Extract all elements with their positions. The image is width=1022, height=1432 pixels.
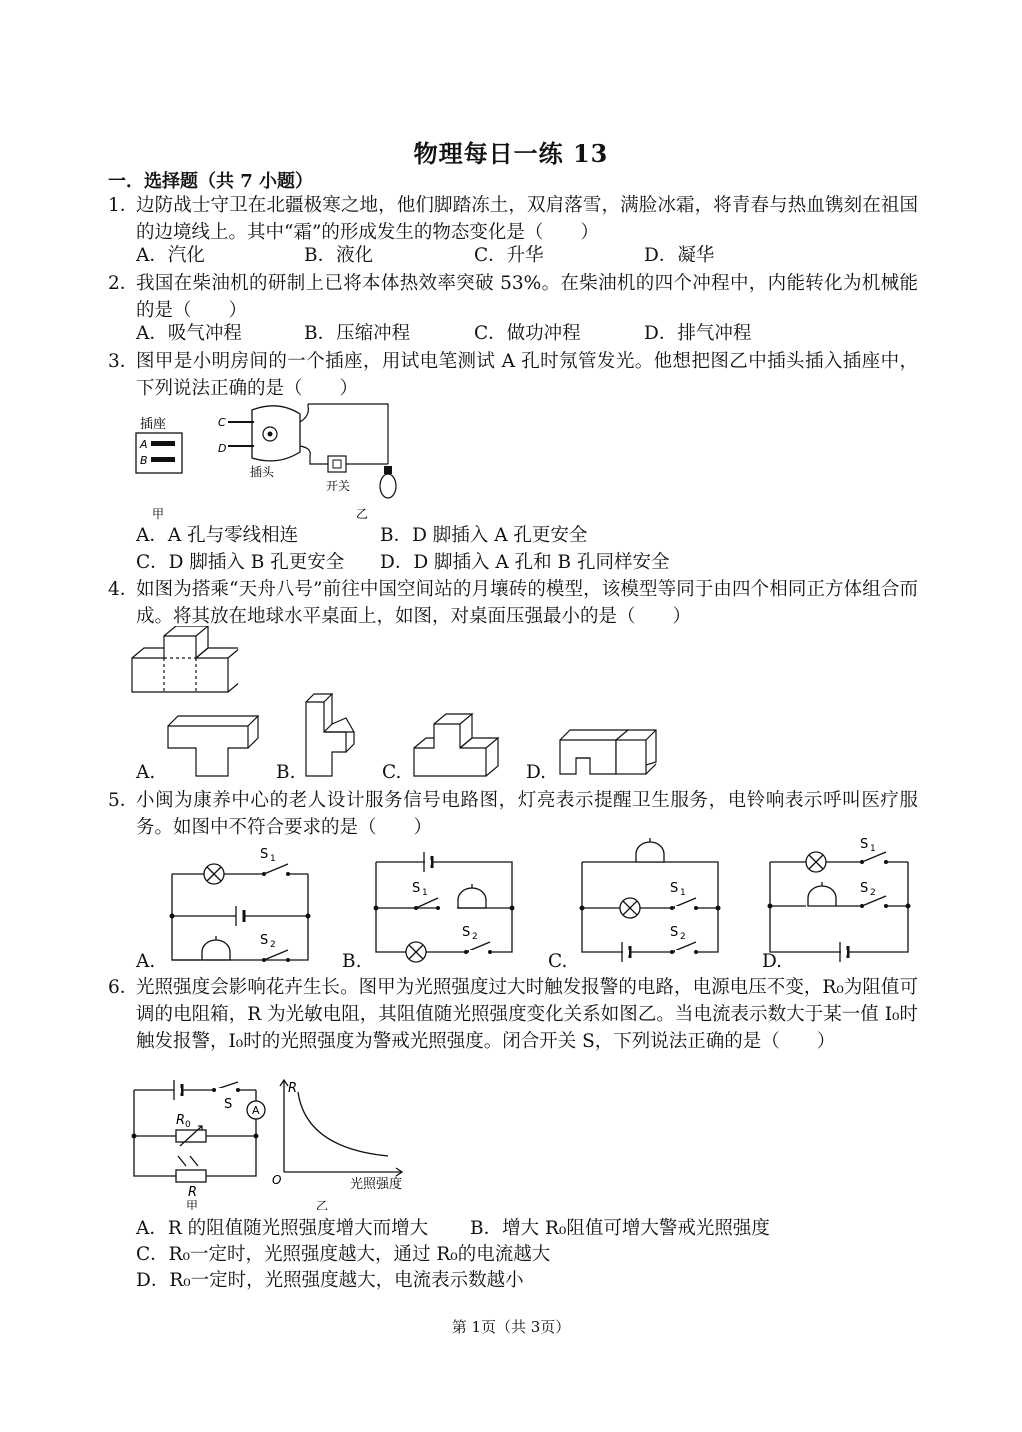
switch-contact: [212, 1088, 216, 1092]
graph-x-label: 光照强度: [350, 1177, 403, 1192]
option-c: C．升华: [474, 245, 544, 266]
shape-d-edge-2: [646, 730, 656, 740]
question-text: 小闽为康养中心的老人设计服务信号电路图，灯亮表示提醒卫生服务，电铃响表示呼叫医疗服务。如图中不符合要求的是（ ）: [136, 790, 918, 838]
shape-a-front: [168, 726, 248, 776]
circuit-b: [372, 846, 518, 964]
option-c: C．做功冲程: [474, 323, 581, 344]
switch-contact: [236, 1088, 240, 1092]
brick-top-middle: [164, 626, 208, 636]
switch-contact: [488, 950, 492, 954]
question-number: 1．: [108, 195, 139, 216]
switch-contact: [414, 906, 418, 910]
socket-hole-a-label: A: [140, 438, 148, 451]
bulb-base: [384, 466, 392, 474]
switch-contact: [262, 872, 266, 876]
moon-brick-model-figure: [130, 626, 238, 696]
switch-contact: [262, 958, 266, 962]
plug-pin-d-label: D: [218, 442, 227, 455]
switch-s2-label: S: [260, 933, 269, 948]
battery-gap: [425, 860, 431, 865]
question-number: 5．: [108, 790, 139, 811]
question-text: 我国在柴油机的研制上已将本体热效率突破 53%。在柴油机的四个冲程中，内能转化为机械能的是（ ）: [136, 273, 918, 321]
junction-dot: [306, 914, 311, 919]
switch-s1-label: S: [260, 847, 269, 862]
question-1: [108, 192, 918, 246]
option-c-shape: [412, 708, 512, 778]
switch-gap: [439, 906, 457, 911]
switch-contact: [884, 860, 888, 864]
question-number: 3．: [108, 351, 139, 372]
switch-s1-sub: 1: [422, 888, 428, 898]
question-4: [108, 576, 918, 630]
switch-contact: [436, 906, 440, 910]
shape-d-edge-3: [646, 764, 656, 774]
switch-box: [328, 456, 346, 472]
switch-contact: [670, 906, 674, 910]
bell-icon: [808, 886, 836, 906]
question-6: [108, 974, 918, 1055]
switch-gap: [469, 950, 489, 955]
plug-wire-1: [300, 404, 308, 422]
shape-c-top-1: [414, 738, 434, 748]
battery-gap: [841, 950, 847, 955]
switch-button: [333, 460, 341, 468]
switch-s2-icon: [264, 950, 288, 960]
figure-jia-label: 甲: [186, 1199, 199, 1210]
switch-contact: [464, 950, 468, 954]
option-d: D.: [526, 762, 547, 783]
switch-s2-sub: 2: [270, 940, 276, 950]
photoresistor-label: R: [188, 1185, 198, 1200]
junction-dot: [510, 906, 515, 911]
option-c: C.: [548, 951, 568, 972]
option-b: B．D 脚插入 A 孔更安全: [380, 525, 588, 546]
socket-hole-b-label: B: [140, 454, 148, 467]
switch-s1-icon: [416, 898, 438, 908]
switch-gap: [675, 950, 695, 955]
photoresistor-box: [176, 1170, 206, 1182]
shape-d-edge-1: [616, 730, 628, 740]
junction-dot: [906, 904, 911, 909]
switch-contact: [286, 872, 290, 876]
switch-s-label: S: [224, 1097, 233, 1112]
option-d: D．R₀一定时，光照强度越大，电流表示数越小: [136, 1270, 524, 1291]
question-number: 6．: [108, 977, 139, 998]
option-a: A.: [136, 951, 156, 972]
option-c: C.: [382, 762, 402, 783]
bell-icon: [458, 888, 486, 908]
question-text: 光照强度会影响花卉生长。图甲为光照强度过大时触发报警的电路，电源电压不变，R₀为阻值可调的电阻箱，R 为光敏电阻，其阻值随光照强度变化关系如图乙。当电流表示数大于某一值 I₀时触发报警，I₀时的光照强度为警戒光照强度。闭合开关 S，下列说法正确的是（ ）: [136, 977, 918, 1052]
switch-contact: [860, 860, 864, 864]
socket-label: 插座: [140, 417, 167, 432]
switch-gap: [675, 906, 695, 911]
question-text: 图甲是小明房间的一个插座，用试电笔测试 A 孔时氖管发光。他想把图乙中插头插入插座中，下列说法正确的是（ ）: [136, 351, 918, 399]
option-b-shape: [302, 692, 366, 778]
socket-hole-a: [151, 441, 175, 446]
option-a: A．汽化: [136, 245, 205, 266]
switch-contact: [286, 958, 290, 962]
option-b: B．增大 R₀阻值可增大警戒光照强度: [470, 1218, 770, 1239]
battery-gap: [623, 950, 629, 955]
option-c: C．R₀一定时，光照强度越大，通过 R₀的电流越大: [136, 1244, 551, 1265]
shape-c-top-2: [434, 714, 472, 724]
shape-b-top-2: [332, 718, 354, 732]
junction-dot: [170, 914, 175, 919]
switch-label: 开关: [326, 479, 351, 493]
option-d: D．排气冲程: [644, 323, 752, 344]
r0-sub: 0: [185, 1120, 191, 1130]
option-b: B.: [276, 762, 296, 783]
graph-y-label: R: [288, 1081, 298, 1096]
circuit-wire-left: [310, 456, 328, 464]
switch-contact: [860, 904, 864, 908]
option-c: C．D 脚插入 B 孔更安全: [136, 552, 345, 573]
shape-b-side: [324, 694, 332, 732]
switch-s1-label: S: [670, 881, 679, 896]
question-5: [108, 787, 918, 841]
option-a: A.: [136, 762, 156, 783]
option-d: D．凝华: [644, 245, 715, 266]
switch-s1-sub: 1: [270, 854, 276, 864]
junction-dot: [768, 904, 773, 909]
question-number: 2．: [108, 273, 139, 294]
light-sensor-figure: [128, 1076, 428, 1210]
circuit-d: [766, 834, 914, 964]
junction-dot: [374, 906, 379, 911]
switch-s1-label: S: [860, 837, 869, 852]
figure-jia-label: 甲: [152, 507, 165, 521]
question-2: [108, 270, 918, 324]
switch-s1-icon: [264, 864, 288, 874]
figure-yi-label: 乙: [316, 1199, 329, 1210]
switch-contact: [694, 950, 698, 954]
option-d: D．D 脚插入 A 孔和 B 孔同样安全: [380, 552, 670, 573]
switch-s2-label: S: [670, 925, 679, 940]
light-arrow-2: [190, 1156, 198, 1166]
circuit-a: [168, 842, 314, 964]
shape-d-right-block: [616, 740, 646, 774]
circuit-c: [578, 834, 724, 964]
switch-s2-sub: 2: [870, 888, 876, 898]
plug-wire-2: [300, 446, 310, 456]
question-3: [108, 348, 918, 402]
option-b: B．液化: [304, 245, 374, 266]
shape-a-top: [168, 716, 258, 726]
brick-top-left: [132, 648, 164, 658]
circuit-wire-top: [308, 404, 388, 464]
switch-s1-sub: 1: [870, 844, 876, 854]
junction-dot: [580, 906, 585, 911]
option-b: B．压缩冲程: [304, 323, 411, 344]
plug-pin-c-label: C: [218, 416, 226, 429]
r0-label: R: [176, 1113, 186, 1128]
switch-gap: [216, 1088, 236, 1093]
shape-c-front: [414, 724, 486, 776]
ammeter-label: A: [252, 1104, 260, 1117]
switch-s2-label: S: [860, 881, 869, 896]
shape-b-top: [306, 694, 332, 702]
switch-contact: [670, 950, 674, 954]
junction-dot: [716, 906, 721, 911]
switch-s1-sub: 1: [680, 888, 686, 898]
page-footer: 第 1页（共 3页）: [451, 1318, 571, 1336]
switch-s1-label: S: [412, 881, 421, 896]
option-a: A．A 孔与零线相连: [136, 525, 299, 546]
question-number: 4．: [108, 579, 139, 600]
section-heading: 一．选择题（共 7 小题）: [108, 171, 314, 192]
option-d: D.: [762, 951, 783, 972]
shape-d-front: [560, 740, 616, 774]
bulb-icon: [380, 474, 396, 498]
brick-top-right: [196, 648, 238, 658]
switch-contact: [884, 904, 888, 908]
option-d-shape: [556, 726, 658, 778]
graph-curve: [298, 1092, 388, 1156]
socket-hole-b: [151, 457, 175, 462]
bell-icon: [202, 940, 230, 960]
shape-b-front: [306, 702, 346, 776]
junction-dot: [254, 1134, 259, 1139]
page-title: 物理每日一练 13: [413, 139, 609, 168]
option-a: A．吸气冲程: [136, 323, 242, 344]
light-arrow-1: [178, 1156, 186, 1166]
battery-gap: [175, 1088, 181, 1093]
figure-yi-label: 乙: [356, 507, 369, 521]
plug-screw-center: [268, 432, 273, 437]
switch-s2-sub: 2: [680, 932, 686, 942]
junction-dot: [132, 1134, 137, 1139]
option-a: A．R 的阻值随光照强度增大而增大: [136, 1218, 429, 1239]
option-b: B.: [342, 951, 362, 972]
socket-plug-figure: [130, 396, 430, 524]
question-text: 如图为搭乘“天舟八号”前往中国空间站的月壤砖的模型，该模型等同于由四个相同正方体组合而成。将其放在地球水平桌面上，如图，对桌面压强最小的是（ ）: [136, 579, 918, 627]
question-text: 边防战士守卫在北疆极寒之地，他们脚踏冻土，双肩落雪，满脸冰霜，将青春与热血镌刻在祖国的边境线上。其中“霜”的形成发生的物态变化是（ ）: [136, 195, 918, 243]
brick-front-face: [132, 636, 228, 692]
switch-contact: [694, 906, 698, 910]
plug-body: [252, 406, 300, 461]
shape-c-top-3: [460, 738, 498, 748]
switch-s2-sub: 2: [472, 932, 478, 942]
option-a-shape: [166, 714, 262, 778]
plug-label: 插头: [250, 465, 275, 479]
switch-s2-label: S: [462, 925, 471, 940]
circuit-a-frame: [172, 874, 308, 960]
bell-icon: [636, 842, 664, 862]
graph-origin-label: O: [272, 1173, 282, 1187]
